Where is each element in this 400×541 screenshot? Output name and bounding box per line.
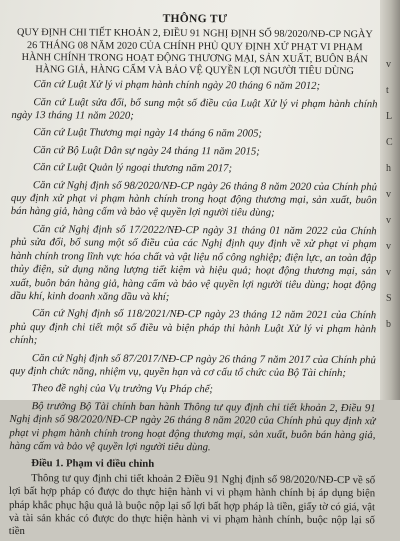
- legal-basis-item: Căn cứ Nghị định số 98/2020/NĐ-CP ngày 26 tháng 8 năm 2020 của Chính phủ quy định xử phạt vi phạm hành chính trong hoạt động thương mại, sản xuất, buôn bán hàng giả, hàng cấm và bảo vệ quyền lợi người tiêu dùng;: [10, 178, 377, 220]
- document-text-block: [9, 12, 378, 541]
- facing-page-glyph: v: [386, 215, 391, 226]
- facing-page-glyph: b: [386, 319, 391, 330]
- facing-page-glyph: v: [386, 241, 391, 252]
- legal-basis-item: Căn cứ Nghị định số 118/2021/NĐ-CP ngày 23 tháng 12 năm 2021 của Chính phủ quy định chi tiết một số điều và biện pháp thi hành Luật Xử lý vi phạm hành chính;: [9, 307, 377, 347]
- legal-basis-item: Theo đề nghị của Vụ trưởng Vụ Pháp chế;: [31, 382, 214, 396]
- article-1-body: Thông tư quy định chi tiết khoản 2 Điều 91 Nghị định số 98/2020/NĐ-CP về số lợi bất hợp pháp có được do thực hiện hành vi vi phạm hành chính bị áp dụng biện pháp khắc phục hậu quả là buộc nộp lại số lợi bất hợp pháp là tiền, giấy tờ có giá, vật và tài sản khác có được do thực hiện hành vi vi phạm hành chính, buộc nộp lại số tiền: [8, 471, 376, 538]
- facing-page-edge: [380, 0, 400, 400]
- legal-basis-item: Căn cứ Nghị định số 17/2022/NĐ-CP ngày 31 tháng 01 năm 2022 của Chính phủ sửa đổi, bổ sung một số điều của các Nghị định quy định về xử phạt vi phạm hành chính trong lĩnh vực hóa chất và vật liệu nổ công nghiệp; điện lực, an toàn đập thủy điện, sử dụng năng lượng tiết kiệm và hiệu quả; hoạt động thương mại, sản xuất, buôn bán hàng giả, hàng cấm và bảo vệ quyền lợi người tiêu dùng; hoạt động dầu khí, kinh doanh xăng dầu và khí;: [10, 223, 377, 303]
- article-1-heading: Điều 1. Phạm vi điều chỉnh: [31, 457, 155, 471]
- facing-page-glyph: v: [386, 189, 391, 200]
- facing-page-glyph: S: [386, 293, 392, 304]
- legal-basis-item: Căn cứ Luật sửa đổi, bổ sung một số điều của Luật Xử lý vi phạm hành chính ngày 13 tháng 11 năm 2020;: [11, 95, 378, 122]
- facing-page-glyph: L: [386, 111, 393, 122]
- legal-basis-item: Căn cứ Luật Thương mại ngày 14 tháng 6 năm 2005;: [33, 126, 263, 140]
- legal-basis-item: Căn cứ Luật Xử lý vi phạm hành chính ngày 20 tháng 6 năm 2012;: [33, 78, 321, 93]
- document-title: THÔNG TƯ: [162, 12, 228, 26]
- legal-basis-item: Căn cứ Nghị định số 87/2017/NĐ-CP ngày 26 tháng 7 năm 2017 của Chính phủ quy định chức năng, nhiệm vụ, quyền hạn và cơ cấu tổ chức của Bộ Tài chính;: [9, 351, 376, 379]
- facing-page-glyph: C: [386, 137, 393, 148]
- facing-page-glyph: v: [386, 59, 391, 70]
- legal-basis-item: Căn cứ Luật Quản lý ngoại thương năm 2017;: [33, 161, 233, 175]
- legal-basis-item: Bộ trưởng Bộ Tài chính ban hành Thông tư quy định chi tiết khoản 2, Điều 91 Nghị định số 98/2020/NĐ-CP ngày 26 tháng 8 năm 2020 của Chính phủ quy định xử phạt vi phạm hành chính trong hoạt động thương mại, sản xuất, buôn bán hàng giả, hàng cấm và bảo vệ quyền lợi người tiêu dùng.: [9, 399, 376, 454]
- legal-basis-item: Căn cứ Bộ Luật Dân sự ngày 24 tháng 11 năm 2015;: [33, 143, 260, 158]
- facing-page-glyph: t: [386, 85, 389, 96]
- facing-page-glyph: v: [386, 267, 391, 278]
- legal-basis-list: [9, 78, 377, 455]
- document-subtitle: QUY ĐỊNH CHI TIẾT KHOẢN 2, ĐIỀU 91 NGHỊ ĐỊNH SỐ 98/2020/NĐ-CP NGÀY 26 THÁNG 08 NĂM 2020 CỦA CHÍNH PHỦ QUY ĐỊNH XỬ PHẠT VI PHẠM HÀNH CHÍNH TRONG HOẠT ĐỘNG THƯƠNG MẠI, SẢN XUẤT, BUÔN BÁN HÀNG GIẢ, HÀNG CẤM VÀ BẢO VỆ QUYỀN LỢI NGƯỜI TIÊU DÙNG: [16, 27, 373, 78]
- facing-page-glyph: h: [386, 163, 391, 174]
